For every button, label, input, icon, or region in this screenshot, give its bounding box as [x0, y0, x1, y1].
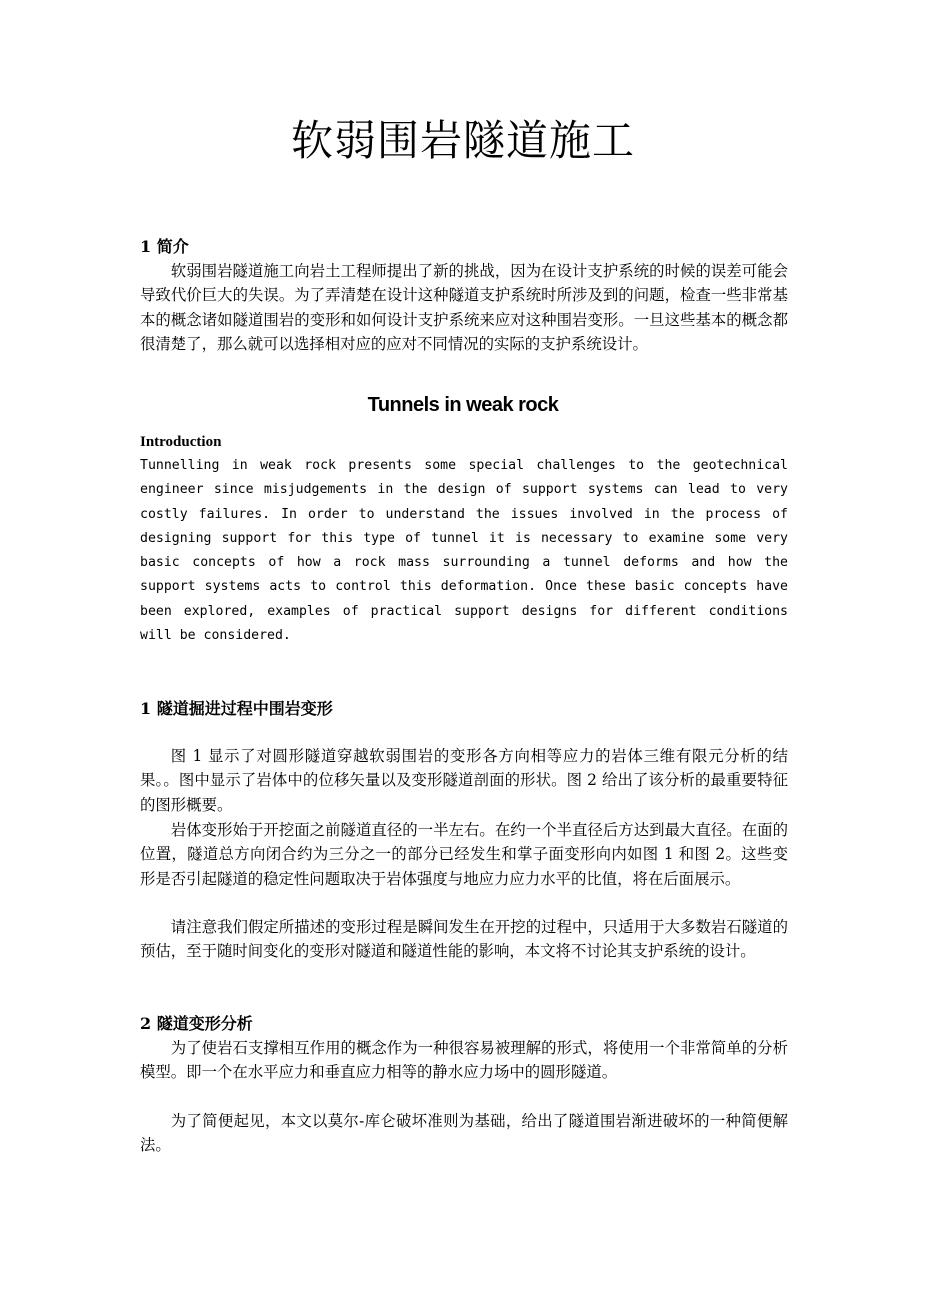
- english-intro-paragraph: Tunnelling in weak rock presents some special challenges to the geotechnical engineer since misjudgements in the design of support systems can lead to very costly failures. In order to understand the issues involved in the process of designing support for this type of tunnel it is necessary to examine some very basic concepts of how a rock mass surrounding a tunnel deforms and how the support systems acts to control this deformation. Once these basic concepts have been explored, examples of practical support designs for different conditions will be considered.: [140, 458, 788, 644]
- section-intro-cn-heading: 1 简介: [140, 237, 189, 256]
- document-title: 软弱围岩隧道施工: [290, 116, 635, 165]
- section1-paragraph-2: 岩体变形始于开挖面之前隧道直径的一半左右。在约一个半直径后方达到最大直径。在面的位置，隧道总方向闭合约为三分之一的部分已经发生和掌子面变形向内如图 1 和图 2。这些变形是否引起隧道的稳定性问题取决于岩体强度与地应力应力水平的比值，将在后面展示。: [140, 821, 788, 888]
- section1-paragraph-1: 图 1 显示了对圆形隧道穿越软弱围岩的变形各方向相等应力的岩体三维有限元分析的结果。。图中显示了岩体中的位移矢量以及变形隧道剖面的形状。图 2 给出了该分析的最重要特征的图形概要。: [140, 747, 788, 814]
- section1-paragraph-3: 请注意我们假定所描述的变形过程是瞬间发生在开挖的过程中，只适用于大多数岩石隧道的预估，至于随时间变化的变形对隧道和隧道性能的影响，本文将不讨论其支护系统的设计。: [140, 918, 788, 961]
- section2-paragraph-1: 为了使岩石支撑相互作用的概念作为一种很容易被理解的形式，将使用一个非常简单的分析模型。即一个在水平应力和垂直应力相等的静水应力场中的圆形隧道。: [140, 1039, 788, 1082]
- section2-heading: 2 隧道变形分析: [140, 1014, 253, 1033]
- section2-paragraph-2: 为了简便起见，本文以莫尔-库仑破坏准则为基础，给出了隧道围岩渐进破坏的一种简便解法。: [140, 1112, 788, 1155]
- section-intro-cn-paragraph: 软弱围岩隧道施工向岩土工程师提出了新的挑战，因为在设计支护系统的时候的误差可能会导致代价巨大的失误。为了弄清楚在设计这种隧道支护系统时所涉及到的问题，检查一些非常基本的概念诸如隧道围岩的变形和如何设计支护系统来应对这种围岩变形。一旦这些基本的概念都很清楚了，那么就可以选择相对应的应对不同情况的实际的支护系统设计。: [140, 262, 788, 354]
- english-intro-heading: Introduction: [140, 434, 222, 450]
- english-title: Tunnels in weak rock: [367, 394, 559, 416]
- section1-heading: 1 隧道掘进过程中围岩变形: [140, 699, 333, 718]
